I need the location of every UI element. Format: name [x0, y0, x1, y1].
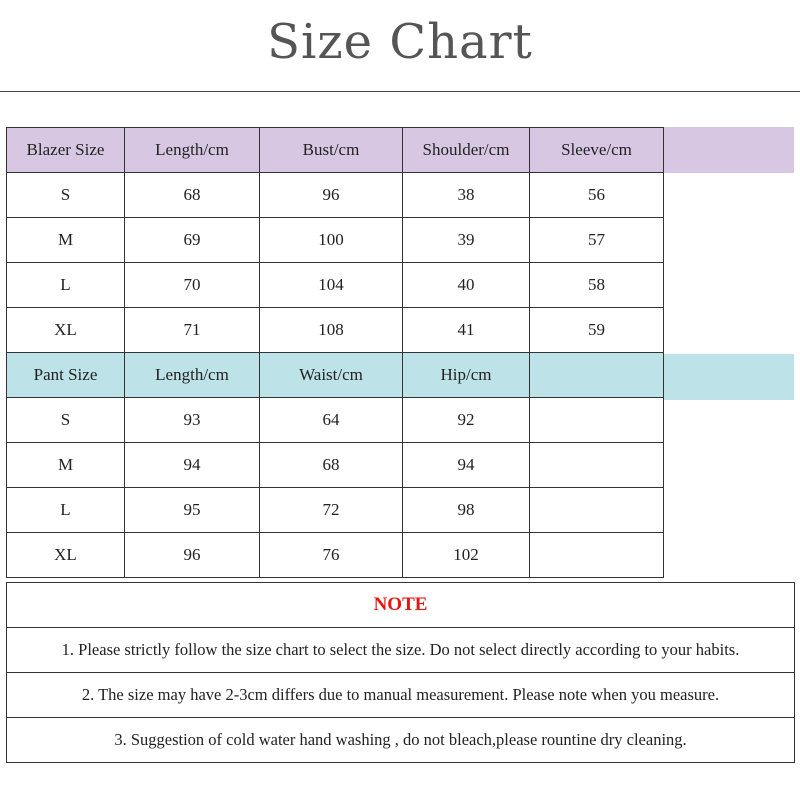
blazer-cell: 100	[260, 218, 403, 263]
pant-cell	[530, 488, 664, 533]
notes-table	[6, 582, 795, 763]
blazer-cell: XL	[7, 308, 125, 353]
pant-header-row	[7, 353, 664, 398]
blazer-header-row	[7, 128, 664, 173]
blazer-cell: 68	[125, 173, 260, 218]
pant-cell: S	[7, 398, 125, 443]
blazer-header-cell: Bust/cm	[260, 128, 403, 173]
pant-cell: M	[7, 443, 125, 488]
blazer-row	[7, 263, 664, 308]
blazer-row	[7, 173, 664, 218]
blazer-cell: 41	[403, 308, 530, 353]
pant-row	[7, 398, 664, 443]
blazer-row	[7, 308, 664, 353]
blazer-cell: S	[7, 173, 125, 218]
blazer-row	[7, 218, 664, 263]
page-title: Size Chart	[267, 14, 533, 70]
pant-cell: L	[7, 488, 125, 533]
blazer-cell: 56	[530, 173, 664, 218]
pant-cell: 92	[403, 398, 530, 443]
pant-row	[7, 533, 664, 578]
pant-header-cell	[530, 353, 664, 398]
blazer-header-cell: Shoulder/cm	[403, 128, 530, 173]
pant-cell	[530, 443, 664, 488]
pant-cell: 68	[260, 443, 403, 488]
blazer-cell: 59	[530, 308, 664, 353]
pant-row	[7, 443, 664, 488]
blazer-cell: 108	[260, 308, 403, 353]
pant-cell: 94	[125, 443, 260, 488]
blazer-cell: 57	[530, 218, 664, 263]
pant-header-strip	[663, 354, 794, 400]
pant-row	[7, 488, 664, 533]
pant-cell: 102	[403, 533, 530, 578]
title-divider	[0, 91, 800, 92]
blazer-cell: 70	[125, 263, 260, 308]
pant-header-cell: Pant Size	[7, 353, 125, 398]
pant-header-cell: Length/cm	[125, 353, 260, 398]
note-item: 1. Please strictly follow the size chart to select the size. Do not select directly according to your habits.	[7, 628, 795, 673]
note-item: 3. Suggestion of cold water hand washing , do not bleach,please rountine dry cleaning.	[7, 718, 795, 763]
blazer-header-strip	[663, 127, 794, 173]
pant-cell: XL	[7, 533, 125, 578]
pant-cell: 98	[403, 488, 530, 533]
pant-cell: 94	[403, 443, 530, 488]
blazer-cell: 69	[125, 218, 260, 263]
blazer-cell: 96	[260, 173, 403, 218]
blazer-header-cell: Length/cm	[125, 128, 260, 173]
pant-cell: 96	[125, 533, 260, 578]
pant-cell	[530, 398, 664, 443]
note-item: 2. The size may have 2-3cm differs due to manual measurement. Please note when you measure.	[7, 673, 795, 718]
pant-cell: 95	[125, 488, 260, 533]
blazer-cell: 104	[260, 263, 403, 308]
blazer-cell: 39	[403, 218, 530, 263]
pant-header-cell: Hip/cm	[403, 353, 530, 398]
size-table	[6, 127, 664, 578]
pant-header-cell: Waist/cm	[260, 353, 403, 398]
blazer-header-cell: Sleeve/cm	[530, 128, 664, 173]
pant-cell: 93	[125, 398, 260, 443]
pant-cell: 76	[260, 533, 403, 578]
pant-cell: 64	[260, 398, 403, 443]
blazer-header-cell: Blazer Size	[7, 128, 125, 173]
blazer-cell: 40	[403, 263, 530, 308]
pant-cell	[530, 533, 664, 578]
pant-cell: 72	[260, 488, 403, 533]
note-title: NOTE	[7, 583, 795, 628]
blazer-cell: 58	[530, 263, 664, 308]
blazer-cell: L	[7, 263, 125, 308]
blazer-cell: 71	[125, 308, 260, 353]
blazer-cell: M	[7, 218, 125, 263]
blazer-cell: 38	[403, 173, 530, 218]
